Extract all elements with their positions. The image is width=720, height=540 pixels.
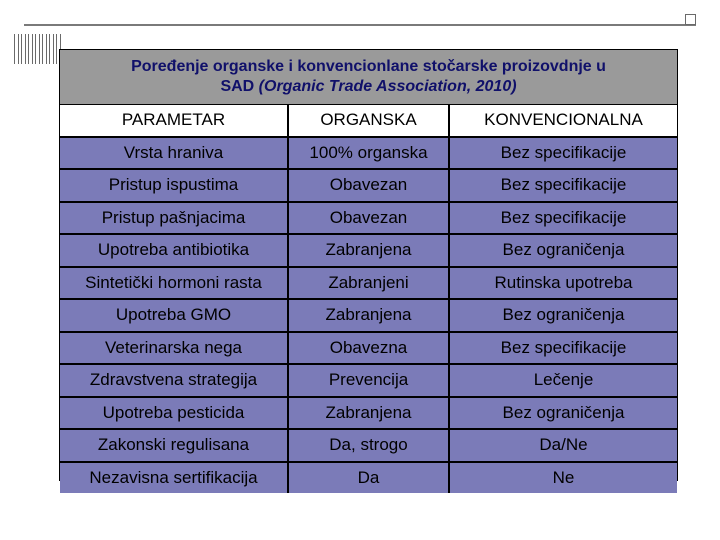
cell-konvencionalna: Bez ograničenja	[450, 235, 677, 268]
table-row	[60, 235, 677, 268]
cell-konvencionalna: Bez specifikacije	[450, 203, 677, 236]
title-line-2	[220, 77, 516, 97]
cell-konvencionalna: Rutinska upotreba	[450, 268, 677, 301]
cell-konvencionalna: Ne	[450, 463, 677, 494]
cell-parametar: Upotreba antibiotika	[60, 235, 289, 268]
title-line-1: Poređenje organske i konvencionlane stočarske proizovdnje u	[131, 58, 606, 75]
cell-organska: Zabranjena	[289, 235, 450, 268]
table-row	[60, 203, 677, 236]
cell-parametar: Upotreba pesticida	[60, 398, 289, 431]
table-row	[60, 398, 677, 431]
cell-organska: 100% organska	[289, 138, 450, 171]
cell-organska: Obavezan	[289, 203, 450, 236]
cell-konvencionalna: Bez specifikacije	[450, 333, 677, 366]
cell-parametar: Upotreba GMO	[60, 300, 289, 333]
cell-organska: Da	[289, 463, 450, 494]
table-row	[60, 430, 677, 463]
cell-parametar: Nezavisna sertifikacija	[60, 463, 289, 494]
cell-konvencionalna: Bez ograničenja	[450, 398, 677, 431]
cell-parametar: Sintetički hormoni rasta	[60, 268, 289, 301]
table-row	[60, 463, 677, 494]
table-row	[60, 138, 677, 171]
cell-konvencionalna: Da/Ne	[450, 430, 677, 463]
slide-title	[60, 50, 677, 104]
cell-konvencionalna: Bez specifikacije	[450, 170, 677, 203]
decorative-square	[685, 14, 696, 25]
cell-parametar: Pristup ispustima	[60, 170, 289, 203]
table-row	[60, 365, 677, 398]
cell-parametar: Pristup pašnjacima	[60, 203, 289, 236]
decorative-bars	[14, 34, 60, 104]
cell-konvencionalna: Bez specifikacije	[450, 138, 677, 171]
title-line-2-source: (Organic Trade Association, 2010)	[258, 78, 517, 95]
cell-organska: Zabranjena	[289, 398, 450, 431]
header-konvencionalna: KONVENCIONALNA	[450, 105, 677, 138]
cell-konvencionalna: Lečenje	[450, 365, 677, 398]
cell-parametar: Veterinarska nega	[60, 333, 289, 366]
title-line-2-plain: SAD	[220, 78, 259, 95]
table-row	[60, 268, 677, 301]
decorative-top-line	[24, 24, 696, 26]
cell-organska: Zabranjena	[289, 300, 450, 333]
table-row	[60, 300, 677, 333]
cell-parametar: Zakonski regulisana	[60, 430, 289, 463]
table-row	[60, 333, 677, 366]
table-header-row	[60, 105, 677, 138]
comparison-table	[60, 105, 677, 493]
cell-organska: Zabranjeni	[289, 268, 450, 301]
cell-parametar: Vrsta hraniva	[60, 138, 289, 171]
cell-konvencionalna: Bez ograničenja	[450, 300, 677, 333]
cell-organska: Da, strogo	[289, 430, 450, 463]
cell-parametar: Zdravstvena strategija	[60, 365, 289, 398]
table-row	[60, 170, 677, 203]
cell-organska: Obavezan	[289, 170, 450, 203]
header-parametar: PARAMETAR	[60, 105, 289, 138]
cell-organska: Prevencija	[289, 365, 450, 398]
header-organska: ORGANSKA	[289, 105, 450, 138]
cell-organska: Obavezna	[289, 333, 450, 366]
